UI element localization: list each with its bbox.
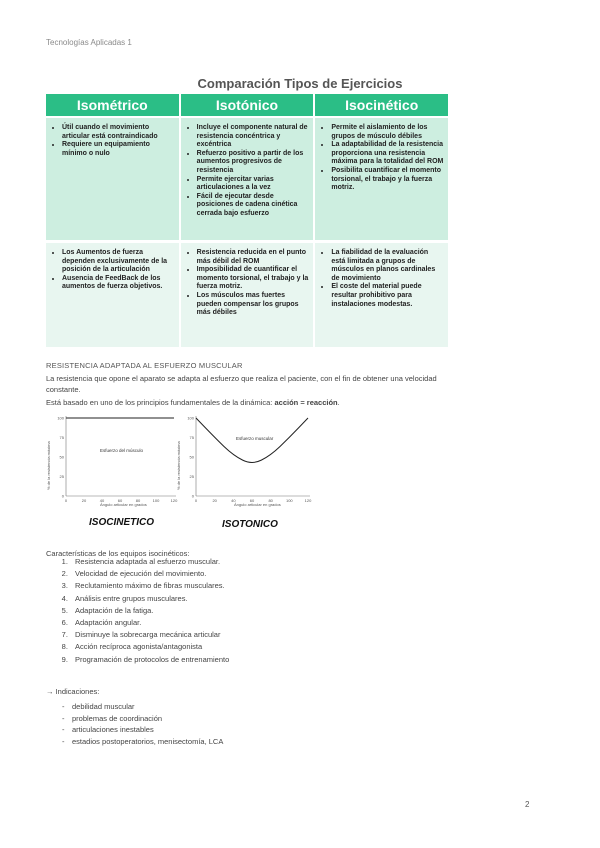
list-item: 7. Disminuye la sobrecarga mecánica articular — [70, 629, 229, 641]
list-item: 6. Adaptación angular. — [70, 617, 229, 629]
series-label: Esfuerzo muscular — [236, 436, 274, 441]
list-item: • Requiere un equipamiento mínimo o nulo — [62, 141, 175, 158]
principle-suffix: . — [337, 398, 340, 407]
list-item: • Permite el aislamiento de los grupos de músculo débiles — [331, 124, 444, 141]
table-cell — [181, 243, 314, 347]
isocinetico-chart — [44, 410, 184, 510]
x-tick-label: 80 — [135, 498, 141, 503]
table-row-advantages — [46, 118, 448, 240]
x-axis-label: Ángulo articular en grados — [100, 502, 147, 507]
list-item: • Refuerzo positivo a partir de los aumentos progresivos de resistencia — [197, 150, 310, 176]
table-cell — [46, 118, 179, 240]
list-item: - debilidad muscular — [62, 702, 135, 711]
table-row-disadvantages — [46, 243, 448, 347]
list-item: 2. Velocidad de ejecución del movimiento. — [70, 568, 229, 580]
list-item: - estadios postoperatorios, menisectomía, LCA — [62, 736, 224, 746]
list-item: 4. Análisis entre grupos musculares. — [70, 593, 229, 605]
list-item: 8. Acción recíproca agonista/antagonista — [70, 641, 229, 653]
list-item: • Incluye el componente natural de resistencia concéntrica y excéntrica — [197, 124, 310, 150]
characteristics-title: Características de los equipos isocinéticos: — [46, 549, 190, 558]
series-label: Esfuerzo del músculo — [100, 448, 144, 453]
y-tick-label: 100 — [187, 415, 194, 421]
list-item: • Permite ejercitar varias articulaciones a la vez — [197, 176, 310, 193]
paragraph-principle — [46, 397, 456, 408]
column-header-isometrico: Isométrico — [46, 94, 179, 116]
y-axis-label: % de la resistencia máxima — [46, 441, 51, 490]
x-tick-label: 40 — [231, 498, 236, 503]
y-tick-labels — [187, 416, 194, 499]
y-tick-label: 75 — [59, 435, 64, 440]
x-tick-label: 20 — [212, 498, 217, 503]
y-tick-label: 75 — [189, 435, 194, 440]
chart-caption-isocinetico: ISOCINETICO — [89, 517, 155, 528]
table-cell — [46, 243, 179, 347]
y-tick-label: 100 — [57, 415, 64, 421]
x-tick-label: 0 — [194, 498, 198, 503]
y-tick-label: 50 — [189, 454, 194, 460]
list-item: • Resistencia reducida en el punto más débil del ROM — [197, 249, 310, 266]
list-item: • Fácil de ejecutar desde posiciones de cadena cinética cerrada bajo esfuerzo — [197, 193, 310, 219]
x-tick-label: 100 — [285, 498, 293, 503]
page-number: 2 — [525, 800, 530, 809]
characteristics-list — [46, 556, 229, 666]
isotonico-chart — [174, 410, 320, 510]
y-tick-label: 25 — [59, 474, 64, 479]
x-tick-label: 40 — [99, 498, 105, 503]
list-item: • Imposibilidad de cuantificar el momento torsional, el trabajo y la fuerza motriz. — [197, 266, 310, 292]
x-tick-label: 80 — [268, 498, 273, 503]
list-item: • El coste del material puede resultar prohibitivo para instalaciones modestas. — [331, 283, 444, 309]
comparison-table — [46, 94, 448, 347]
x-tick-label: 120 — [304, 498, 312, 503]
list-item: • La fiabilidad de la evaluación está limitada a grupos de músculos en planos cardinales de movimiento — [331, 249, 444, 283]
x-tick-label: 60 — [249, 498, 255, 503]
y-axis-label: % de la resistencia máxima — [176, 441, 181, 490]
principle-bold: acción = reacción — [274, 398, 338, 407]
list-item: • La adaptabilidad de la resistencia proporciona una resistencia máxima para la totalidad del ROM — [331, 141, 444, 167]
column-header-isocinetico: Isocinético — [315, 94, 448, 116]
list-item: • Los Aumentos de fuerza dependen exclusivamente de la posición de la articulación — [62, 249, 175, 275]
x-tick-label: 100 — [152, 498, 160, 503]
x-tick-label: 60 — [117, 498, 123, 503]
y-tick-label: 0 — [191, 493, 194, 499]
list-item: • Los músculos mas fuertes pueden compensar los grupos más débiles — [197, 292, 310, 318]
y-tick-labels — [57, 416, 64, 499]
list-item: - problemas de coordinación — [62, 713, 163, 723]
y-tick-label: 50 — [59, 454, 64, 460]
page-header: Tecnologías Aplicadas 1 — [46, 38, 132, 47]
list-item: 5. Adaptación de la fatiga. — [70, 605, 229, 617]
section-title: RESISTENCIA ADAPTADA AL ESFUERZO MUSCULAR — [46, 361, 243, 370]
principle-text: Está basado en uno de los principios fundamentales de la dinámica: — [46, 398, 275, 407]
list-item: 1. Resistencia adaptada al esfuerzo muscular. — [70, 556, 229, 568]
x-tick-label: 20 — [81, 498, 87, 503]
table-cell — [315, 243, 448, 347]
column-header-isotonico: Isotónico — [181, 94, 314, 116]
table-title: Comparación Tipos de Ejercicios — [197, 76, 403, 91]
indications-list — [62, 701, 223, 747]
y-tick-label: 0 — [61, 493, 64, 499]
list-item: • Posibilita cuantificar el momento torsional, el trabajo y la fuerza motriz. — [331, 167, 444, 193]
y-tick-label: 25 — [189, 474, 194, 479]
list-item: • Útil cuando el movimiento articular está contraindicado — [62, 124, 175, 141]
x-tick-label: 120 — [170, 498, 178, 503]
table-cell — [315, 118, 448, 240]
table-header-row — [46, 94, 448, 116]
table-cell — [181, 118, 314, 240]
x-tick-label: 0 — [64, 498, 68, 503]
list-item: 9. Programación de protocolos de entrenamiento — [70, 654, 229, 666]
list-item: - articulaciones inestables — [62, 725, 154, 734]
x-axis-label: Ángulo articular en grados — [234, 502, 281, 507]
list-item: • Ausencia de FeedBack de los aumentos de fuerza objetivos. — [62, 275, 175, 292]
chart-caption-isotonico: ISOTONICO — [222, 519, 278, 530]
paragraph-resistance: La resistencia que opone el aparato se adapta al esfuerzo que realiza el paciente, con el fin de obtener una velocidad constante. — [46, 374, 437, 394]
list-item: 3. Reclutamiento máximo de fibras musculares. — [70, 580, 229, 592]
indications-title: → Indicaciones: — [46, 687, 100, 696]
